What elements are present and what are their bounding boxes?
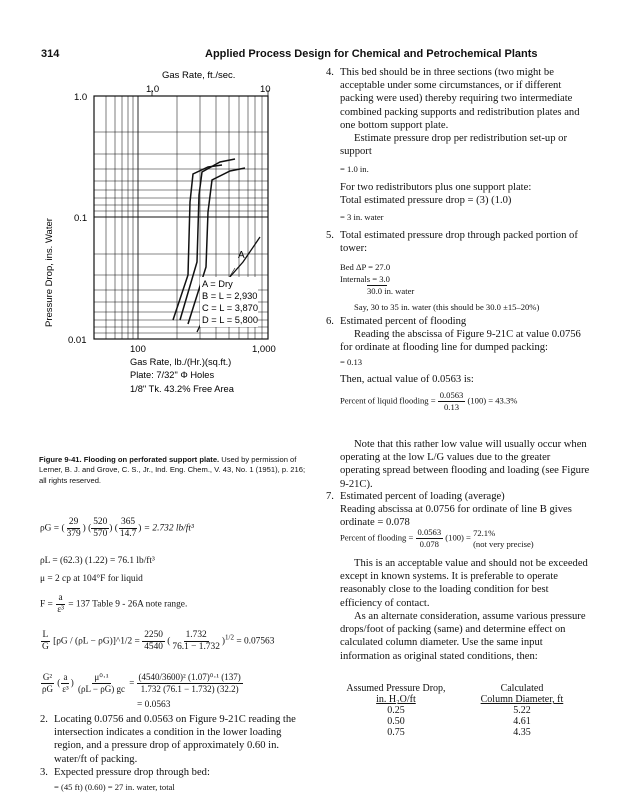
legend-b: B = L = 2,930 xyxy=(202,291,258,301)
item-7-title: Estimated percent of loading (average) xyxy=(340,491,505,502)
item-4-estimate: Estimate pressure drop per redistribution set-up or support xyxy=(340,133,567,158)
plf-den: 0.13 xyxy=(444,402,460,412)
item-4-value: = 1.0 in. xyxy=(340,164,369,174)
plf-lhs: Percent of liquid flooding = xyxy=(340,395,436,406)
redistributor-line-1: For two redistributors plus one support plate: xyxy=(340,182,532,193)
redistributor-text xyxy=(340,181,590,207)
curve-label-a: A xyxy=(238,250,245,261)
rho-g-lhs: ρG = xyxy=(40,523,60,534)
table-row: 0.50 4.61 xyxy=(387,716,531,727)
ord-mu-den: (ρL − ρG) gc xyxy=(77,684,125,694)
plf-rhs: (100) = 43.3% xyxy=(467,395,518,406)
redistributor-value: = 3 in. water xyxy=(340,212,384,222)
top-axis-ticks xyxy=(152,90,268,96)
diameter-table xyxy=(338,683,590,738)
lg-mid: [ρG / (ρL − ρG)]^1/2 = xyxy=(53,636,140,647)
x-tick-1000: 1,000 xyxy=(252,344,276,355)
lg-b-num: 1.732 xyxy=(185,630,207,640)
x-tick-100: 100 xyxy=(130,344,146,355)
legend-d: D = L = 5,800 xyxy=(202,315,258,325)
acceptable-paragraph: This is an acceptable value and should not be exceeded except in known systems. It is preferable to operate reasonably close to the loading condition for best efficiency of contact. xyxy=(340,558,588,609)
table-header-row xyxy=(338,683,590,705)
item-3 xyxy=(40,766,312,779)
ord-r-den: 1.732 (76.1 − 1.732) (32.2) xyxy=(140,684,239,694)
lg-result: = 0.07563 xyxy=(236,636,275,647)
top-tick-1: 1.0 xyxy=(146,84,160,95)
pf-num: 0.0563 xyxy=(417,527,442,537)
plf-num: 0.0563 xyxy=(439,390,464,400)
rho-g-t2-num: 520 xyxy=(93,517,108,527)
table-row: 0.25 5.22 xyxy=(387,705,531,716)
bed-dp: Bed ΔP = 27.0 xyxy=(340,262,391,272)
ord-a-num: a xyxy=(63,672,68,682)
item-6-title: Estimated percent of flooding xyxy=(340,316,467,327)
ordinate-result: = 0.0563 xyxy=(137,700,171,710)
lg-a-num: 2250 xyxy=(144,630,163,640)
item-3-text: Expected pressure drop through bed: xyxy=(54,767,210,778)
item-7-text: Reading abscissa at 0.0756 for ordinate of line B gives ordinate = 0.078 xyxy=(340,504,572,529)
item-2 xyxy=(40,713,312,766)
rho-g-t3-den: 14.7 xyxy=(119,529,137,539)
y-tick-0.01: 0.01 xyxy=(68,335,87,346)
f-equation xyxy=(40,593,187,616)
ord-mu-num: μ⁰·¹ xyxy=(94,672,109,682)
redistributor-line-2: Total estimated pressure drop = (3) (1.0) xyxy=(340,195,512,207)
internals: Internals = 3.0 xyxy=(340,274,390,284)
item-3-number: 3. xyxy=(40,767,48,778)
lg-exp: 1/2 xyxy=(225,633,234,642)
lg-num: L xyxy=(42,630,49,640)
ord-lhs-den: ρG xyxy=(42,684,53,694)
pf-val: 72.1% xyxy=(473,527,496,538)
liquid-flooding-equation xyxy=(340,390,517,413)
y-tick-1.0: 1.0 xyxy=(74,92,88,103)
ord-lhs-num: G² xyxy=(42,672,53,682)
figure-caption xyxy=(39,455,309,486)
rho-l-line: ρL = (62.3) (1.22) = 76.1 lb/ft³ xyxy=(40,556,155,566)
item-5-text: Total estimated pressure drop through packed portion of tower: xyxy=(340,230,578,255)
table-row: 0.75 4.35 xyxy=(387,727,531,738)
y-tick-0.1: 0.1 xyxy=(74,213,88,224)
ord-a-den: ε³ xyxy=(62,684,69,694)
item-5-number: 5. xyxy=(326,230,334,241)
item-6-then: Then, actual value of 0.0563 is: xyxy=(340,374,474,385)
lg-b-den: 76.1 − 1.732 xyxy=(172,642,220,652)
note-paragraph: Note that this rather low value will usually occur when operating at the low L/G values due to the greater operating spread between flooding and loading (see Figure 9-21C). xyxy=(340,439,590,490)
header-pressure-drop: Assumed Pressure Drop, in. H₂O/ft xyxy=(346,683,446,705)
legend-c: C = L = 3,870 xyxy=(202,303,258,313)
item-4-number: 4. xyxy=(326,67,334,78)
item-6-value: = 0.13 xyxy=(340,357,363,367)
item-5 xyxy=(326,229,590,255)
alternate-paragraph: As an alternate consideration, assume various pressure drops/foot of packing (same) and determine effect on calculated column diameter. Use the same input information as original stated conditions, then: xyxy=(340,611,586,662)
f-den: ε³ xyxy=(57,605,64,615)
item-6-text: Reading the abscissa of Figure 9-21C at value 0.0756 for ordinate at flooding line for dumped packing: xyxy=(340,329,581,354)
pf-den: 0.078 xyxy=(419,539,439,549)
f-rhs: = 137 Table 9 - 26A note range. xyxy=(68,599,188,610)
ord-r-num: (4540/3600)² (1.07)⁰·¹ (137) xyxy=(138,672,241,682)
item-3-calc: = (45 ft) (0.60) = 27 in. water, total xyxy=(54,782,175,792)
say-range: Say, 30 to 35 in. water (this should be 30.0 ±15–20%) xyxy=(354,302,540,312)
total-dp: 30.0 in. water xyxy=(367,286,415,296)
free-area-desc: 1/8" Tk. 43.2% Free Area xyxy=(130,384,234,394)
caption-text: Used by permission of Lerner, B. J. and Grove, C. S., Jr., Ind. Eng. Chem., V. 43, No. 1 (1951), p. 216; all rights reserved. xyxy=(39,455,306,485)
item-4 xyxy=(326,66,590,158)
pf-lhs: Percent of flooding = xyxy=(340,532,414,543)
lg-a-den: 4540 xyxy=(144,642,163,652)
mu-line: μ = 2 cp at 104°F for liquid xyxy=(40,574,143,584)
legend-a: A = Dry xyxy=(202,279,233,289)
pf-note: (not very precise) xyxy=(473,538,534,549)
top-tick-10: 10 xyxy=(260,84,271,95)
x-axis-title: Gas Rate, lb./(Hr.)(sq.ft.) xyxy=(130,357,232,367)
rho-g-t3-num: 365 xyxy=(121,517,136,527)
pf-mid: (100) = xyxy=(445,532,471,543)
f-lhs: F = xyxy=(40,599,53,610)
item-4-text: This bed should be in three sections (two might be acceptable under some circumstances, or if different packing were used) thereby requiring two intermediate combined packing supports and redistribution plates and one bottom support plate. xyxy=(340,67,580,131)
lg-equation: $\frac{L}{G}$ [ρG / (ρL − ρG)]^1/2 = $\frac{2250}{4540}$ ( $\frac{1.732}{76.1 - 1.732}$ )$^{1/2}$ = 0.07563 xyxy=(42,630,275,652)
flooding-figure xyxy=(30,62,320,452)
top-axis-title: Gas Rate, ft./sec. xyxy=(162,70,236,81)
item-2-text: Locating 0.0756 and 0.0563 on Figure 9-21C reading the intersection indicates a condition in the lower loading region, and a pressure drop of approximately 0.60 in. water/ft of packing. xyxy=(54,714,296,765)
flooding-equation xyxy=(340,527,534,550)
page-number: 314 xyxy=(41,48,60,60)
lg-den: G xyxy=(42,642,49,652)
header-diameter: Calculated Column Diameter, ft xyxy=(480,683,564,705)
plate-desc: Plate: 7/32" Φ Holes xyxy=(130,370,215,380)
item-7 xyxy=(326,490,590,530)
rho-g-t1-den: 379 xyxy=(66,529,81,539)
y-axis-title: Pressure Drop, ins. Water xyxy=(44,218,55,327)
ordinate-equation: $\frac{\text{G²}}{\rho G}$ ( $\frac{a}{\text{ε³}}$ ) $\frac{\text{μ⁰·¹}}{(\rho L - \rho G) gc}$ = $\frac{\text{(4540/3600)² (1.07)⁰·¹ (137)}}{1.732 (76.1 - 1.732) (32.2)}$ xyxy=(42,672,241,694)
running-title: Applied Process Design for Chemical and Petrochemical Plants xyxy=(205,48,538,60)
rho-g-equation: ρG = ( $\frac{29}{379}$ ) ( $\frac{520}{570}$ ) ( $\frac{365}{14.7}$ ) = 2.732 lb/ft³ xyxy=(40,517,194,539)
item-2-number: 2. xyxy=(40,714,48,725)
caption-label: Figure 9-41. Flooding on perforated support plate. xyxy=(39,455,220,464)
item-6 xyxy=(326,315,590,355)
rho-g-t1-num: 29 xyxy=(68,517,79,527)
rho-g-result: = 2.732 lb/ft³ xyxy=(143,523,194,534)
item-6-number: 6. xyxy=(326,316,334,327)
f-num: a xyxy=(58,593,63,603)
item-7-number: 7. xyxy=(326,491,334,502)
rho-g-t2-den: 570 xyxy=(93,529,108,539)
